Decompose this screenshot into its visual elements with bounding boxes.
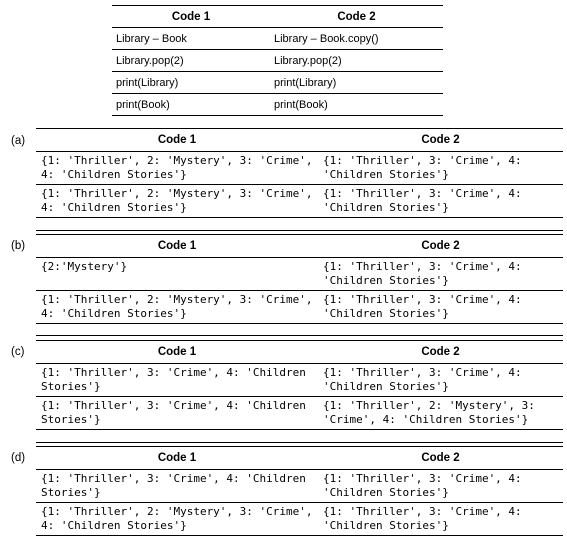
code-table-header: Code 1: [112, 6, 270, 28]
option-d-table: [36, 446, 563, 536]
option-header: Code 2: [318, 341, 563, 364]
option-a-label: (a): [11, 135, 26, 147]
table-row: [36, 258, 563, 291]
option-b-label: (b): [11, 240, 26, 252]
table-row: [36, 185, 563, 218]
output-cell: {1: 'Thriller', 3: 'Crime', 4: 'Children Stories'}: [318, 152, 563, 185]
option-header: Code 1: [36, 447, 318, 470]
option-header-row: [36, 235, 563, 258]
code-table-header-row: [112, 6, 443, 28]
output-cell: {1: 'Thriller', 3: 'Crime', 4: 'Children Stories'}: [318, 185, 563, 218]
option-header-row: [36, 447, 563, 470]
option-header: Code 1: [36, 129, 318, 152]
code-cell: Library – Book.copy(): [270, 28, 443, 50]
option-header: Code 1: [36, 341, 318, 364]
code-cell: Library – Book: [112, 28, 270, 50]
divider: [36, 230, 563, 231]
option-header: Code 1: [36, 235, 318, 258]
table-row: [36, 364, 563, 397]
table-row: [112, 28, 443, 50]
code-cell: print(Library): [270, 72, 443, 94]
code-cell: print(Book): [112, 94, 270, 116]
output-cell: {1: 'Thriller', 3: 'Crime', 4: 'Children Stories'}: [36, 364, 318, 397]
output-cell: {1: 'Thriller', 3: 'Crime', 4: 'Children Stories'}: [36, 470, 318, 503]
output-cell: {1: 'Thriller', 2: 'Mystery', 3: 'Crime', 4: 'Children Stories'}: [36, 152, 318, 185]
code-table: [112, 5, 443, 116]
option-a-table: [36, 128, 563, 218]
output-cell: {1: 'Thriller', 3: 'Crime', 4: 'Children Stories'}: [318, 364, 563, 397]
divider: [36, 442, 563, 443]
option-header-row: [36, 129, 563, 152]
output-cell: {1: 'Thriller', 3: 'Crime', 4: 'Children Stories'}: [318, 503, 563, 536]
option-d-label: (d): [11, 452, 26, 464]
option-header: Code 2: [318, 235, 563, 258]
option-c-table: [36, 340, 563, 430]
table-row: [112, 50, 443, 72]
code-cell: Library.pop(2): [270, 50, 443, 72]
output-cell: {1: 'Thriller', 3: 'Crime', 4: 'Children Stories'}: [318, 258, 563, 291]
option-header: Code 2: [318, 129, 563, 152]
output-cell: {1: 'Thriller', 2: 'Mystery', 3: 'Crime', 4: 'Children Stories'}: [36, 503, 318, 536]
option-b-table: [36, 234, 563, 324]
output-cell: {2:'Mystery'}: [36, 258, 318, 291]
code-table-header: Code 2: [270, 6, 443, 28]
output-cell: {1: 'Thriller', 3: 'Crime', 4: 'Children Stories'}: [318, 470, 563, 503]
output-cell: {1: 'Thriller', 3: 'Crime', 4: 'Children Stories'}: [36, 397, 318, 430]
table-row: [36, 152, 563, 185]
output-cell: {1: 'Thriller', 2: 'Mystery', 3: 'Crime', 4: 'Children Stories'}: [36, 291, 318, 324]
output-cell: {1: 'Thriller', 3: 'Crime', 4: 'Children Stories'}: [318, 291, 563, 324]
table-row: [112, 94, 443, 116]
table-row: [36, 291, 563, 324]
code-cell: print(Book): [270, 94, 443, 116]
option-c-label: (c): [11, 346, 25, 358]
option-header: Code 2: [318, 447, 563, 470]
table-row: [36, 503, 563, 536]
code-cell: Library.pop(2): [112, 50, 270, 72]
table-row: [36, 397, 563, 430]
table-row: [36, 470, 563, 503]
output-cell: {1: 'Thriller', 2: 'Mystery', 3: 'Crime', 4: 'Children Stories'}: [318, 397, 563, 430]
code-cell: print(Library): [112, 72, 270, 94]
output-cell: {1: 'Thriller', 2: 'Mystery', 3: 'Crime', 4: 'Children Stories'}: [36, 185, 318, 218]
option-header-row: [36, 341, 563, 364]
table-row: [112, 72, 443, 94]
divider: [36, 335, 563, 336]
